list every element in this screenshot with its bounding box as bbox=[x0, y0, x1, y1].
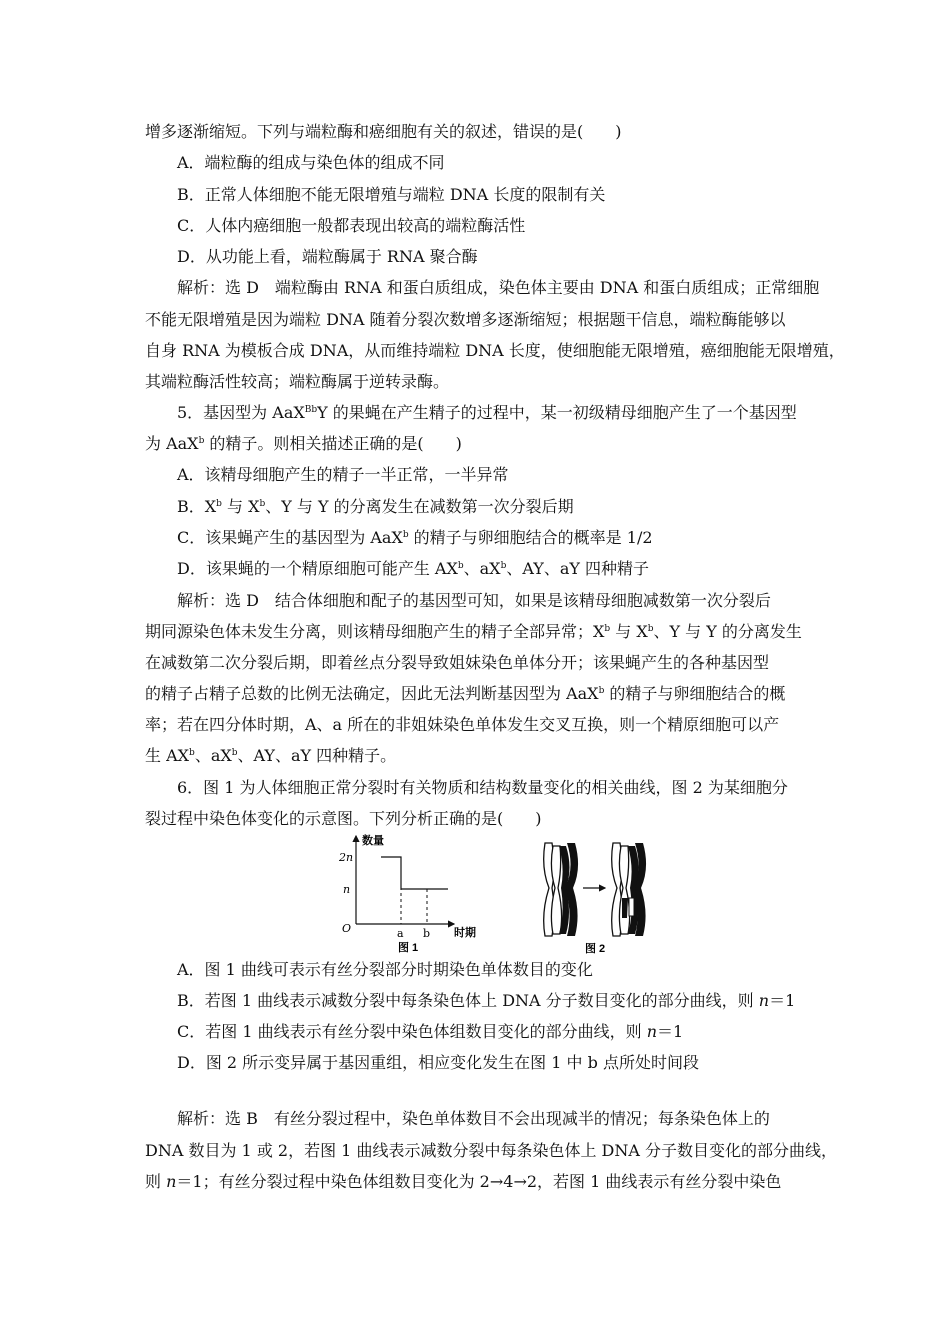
step-curve bbox=[381, 857, 448, 889]
analysis-line: 不能无限增殖是因为端粒 DNA 随着分裂次数增多逐渐缩短；根据题干信息，端粒酶能够以 bbox=[145, 310, 786, 329]
y-axis-label: 数量 bbox=[362, 835, 384, 847]
figure-1-caption: 图 1 bbox=[398, 942, 419, 954]
analysis-line: DNA 数目为 1 或 2，若图 1 曲线表示减数分裂中每条染色体上 DNA 分子数目变化的部分曲线， bbox=[145, 1141, 837, 1160]
question-5: 为 AaX$^b$ 的精子。则相关描述正确的是( ) bbox=[145, 434, 462, 453]
option-b: B．$X^b$ 与 $X^b$、Y 与 Y 的分离发生在减数第一次分裂后期 bbox=[177, 497, 574, 516]
option-b: B．若图 1 曲线表示减数分裂中每条染色体上 DNA 分子数目变化的部分曲线，则 n＝1 bbox=[177, 991, 796, 1010]
analysis-line: 期同源染色体未发生分离，则该精母细胞产生的精子全部异常；$X^b$ 与 $X^b$、Y 与 Y 的分离发生 bbox=[145, 622, 802, 641]
figure-1-graph bbox=[336, 830, 496, 955]
option-c: C．人体内癌细胞一般都表现出较高的端粒酶活性 bbox=[177, 216, 526, 235]
analysis-line: 解析：选 D 结合体细胞和配子的基因型可知，如果是该精母细胞减数第一次分裂后 bbox=[177, 591, 771, 610]
question-5: 5．基因型为 AaX$^{Bb}$Y 的果蝇在产生精子的过程中，某一初级精母细胞产生了一个基因型 bbox=[177, 403, 797, 422]
option-d: D．该果蝇的一个精原细胞可能产生 $AX^b$、$aX^b$、AY、aY 四种精子 bbox=[177, 559, 650, 578]
option-a: A．该精母细胞产生的精子一半正常，一半异常 bbox=[177, 465, 509, 484]
analysis-line: 生 $AX^b$、$aX^b$、AY、aY 四种精子。 bbox=[145, 746, 397, 765]
analysis-line: 解析：选 D 端粒酶由 RNA 和蛋白质组成，染色体主要由 DNA 和蛋白质组成；正常细胞 bbox=[177, 278, 820, 297]
option-d: D．图 2 所示变异属于基因重组，相应变化发生在图 1 中 b 点所处时间段 bbox=[177, 1053, 699, 1072]
option-a: A．图 1 曲线可表示有丝分裂部分时期染色单体数目的变化 bbox=[177, 960, 593, 979]
analysis-line: 则 n＝1；有丝分裂过程中染色体组数目变化为 2→4→2，若图 1 曲线表示有丝分裂中染色 bbox=[145, 1172, 782, 1191]
option-c: C．若图 1 曲线表示有丝分裂中染色体组数目变化的部分曲线，则 n＝1 bbox=[177, 1022, 684, 1041]
text-line: 增多逐渐缩短。下列与端粒酶和癌细胞有关的叙述，错误的是( ) bbox=[145, 122, 622, 141]
option-d: D．从功能上看，端粒酶属于 RNA 聚合酶 bbox=[177, 247, 478, 266]
question-6: 裂过程中染色体变化的示意图。下列分析正确的是( ) bbox=[145, 809, 542, 828]
analysis-line: 解析：选 B 有丝分裂过程中，染色单体数目不会出现减半的情况；每条染色体上的 bbox=[177, 1109, 770, 1128]
tick-b: b bbox=[423, 927, 431, 940]
analysis-line: 其端粒酶活性较高；端粒酶属于逆转录酶。 bbox=[145, 372, 450, 391]
x-axis-label: 时期 bbox=[454, 927, 476, 939]
origin-label: O bbox=[342, 922, 352, 935]
chromosome-pair-before bbox=[544, 843, 578, 936]
option-a: A．端粒酶的组成与染色体的组成不同 bbox=[177, 153, 445, 172]
figure-2-diagram bbox=[535, 838, 665, 955]
chromosome-pair-after bbox=[612, 843, 646, 936]
figure-2-caption: 图 2 bbox=[585, 943, 606, 955]
question-6: 6．图 1 为人体细胞正常分裂时有关物质和结构数量变化的相关曲线，图 2 为某细胞分 bbox=[177, 778, 788, 797]
option-c: C．该果蝇产生的基因型为 AaX$^b$ 的精子与卵细胞结合的概率是 1/2 bbox=[177, 528, 653, 547]
analysis-line: 率；若在四分体时期，A、a 所在的非姐妹染色单体发生交叉互换，则一个精原细胞可以产 bbox=[145, 715, 780, 734]
analysis-line: 的精子占精子总数的比例无法确定，因此无法判断基因型为 AaX$^b$ 的精子与卵细胞结合的概 bbox=[145, 684, 786, 703]
option-b: B．正常人体细胞不能无限增殖与端粒 DNA 长度的限制有关 bbox=[177, 185, 606, 204]
analysis-line: 在减数第二次分裂后期，即着丝点分裂导致姐妹染色单体分开；该果蝇产生的各种基因型 bbox=[145, 653, 770, 672]
tick-a: a bbox=[397, 927, 404, 940]
analysis-line: 自身 RNA 为模板合成 DNA，从而维持端粒 DNA 长度，使细胞能无限增殖，癌细胞能无限增殖， bbox=[145, 341, 845, 360]
tick-n: n bbox=[343, 883, 351, 896]
tick-2n: 2n bbox=[339, 851, 354, 864]
